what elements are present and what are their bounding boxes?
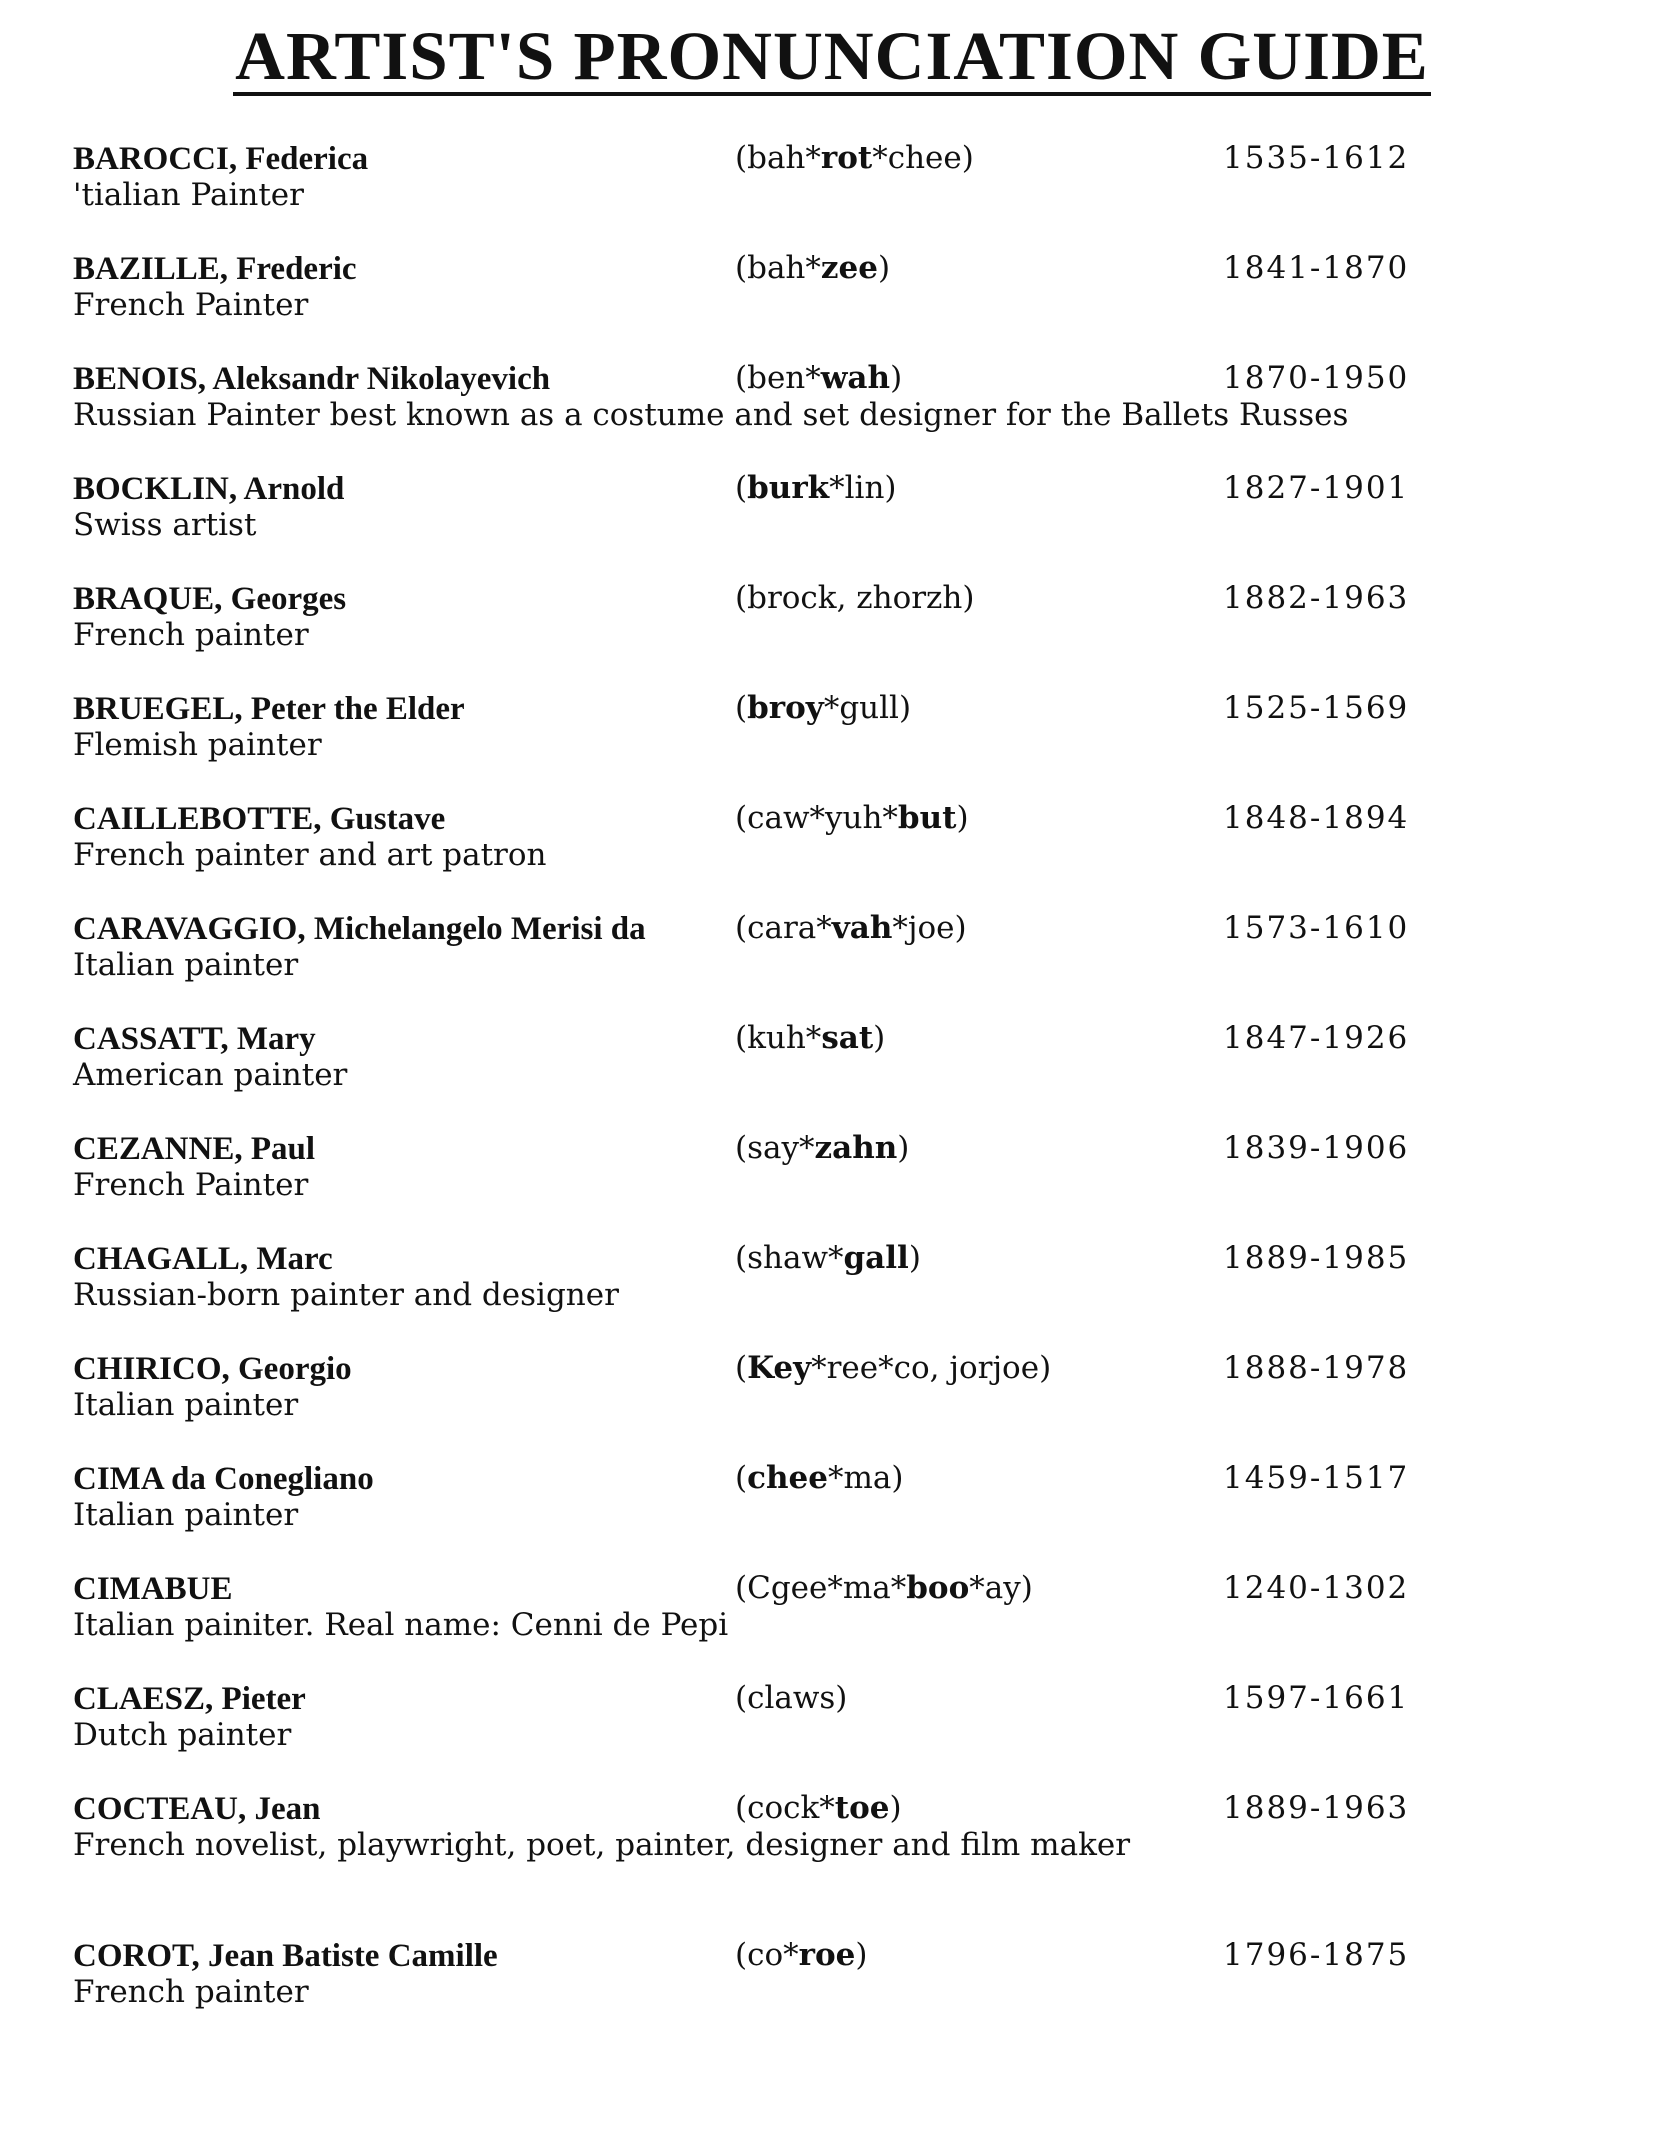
pronunciation-part: (caw*yuh* xyxy=(735,800,898,836)
pronunciation-part: (shaw* xyxy=(735,1240,844,1276)
artist-description: Russian Painter best known as a costume and set designer for the Ballets Russes xyxy=(73,397,1349,433)
pronunciation-part: ) xyxy=(877,250,891,286)
pronunciation xyxy=(735,250,891,286)
pronunciation-part: (cara* xyxy=(735,910,832,946)
artist-description: French painter xyxy=(73,617,309,653)
pronunciation xyxy=(735,1350,1052,1386)
life-dates: 1889-1963 xyxy=(1223,1790,1410,1826)
pronunciation xyxy=(735,1937,868,1973)
life-dates: 1848-1894 xyxy=(1223,800,1410,836)
artist-description: Swiss artist xyxy=(73,507,257,543)
life-dates: 1459-1517 xyxy=(1223,1460,1410,1496)
artist-name: COROT, Jean Batiste Camille xyxy=(73,1938,498,1974)
artist-description: French painter xyxy=(73,1974,309,2010)
life-dates: 1796-1875 xyxy=(1223,1937,1410,1973)
pronunciation-stressed: Key xyxy=(747,1350,812,1386)
artist-description: American painter xyxy=(73,1057,348,1093)
artist-name: CLAESZ, Pieter xyxy=(73,1681,306,1717)
pronunciation-part: (bah* xyxy=(735,250,821,286)
pronunciation xyxy=(735,1130,910,1166)
pronunciation-stressed: but xyxy=(897,800,957,836)
pronunciation-part: (ben* xyxy=(735,360,821,396)
pronunciation-part: ) xyxy=(897,1130,910,1166)
pronunciation-part: ( xyxy=(735,470,748,506)
pronunciation xyxy=(735,1020,886,1056)
pronunciation-part: (co* xyxy=(735,1937,799,1973)
artist-entry xyxy=(73,1460,1633,1543)
pronunciation xyxy=(735,140,974,176)
pronunciation xyxy=(735,470,897,506)
artist-description: Italian painter xyxy=(73,1387,299,1423)
artist-name: BOCKLIN, Arnold xyxy=(73,471,345,507)
artist-entry xyxy=(73,1130,1633,1213)
life-dates: 1597-1661 xyxy=(1223,1680,1410,1716)
artist-name: CHIRICO, Georgio xyxy=(73,1351,352,1387)
pronunciation xyxy=(735,690,912,726)
artist-name: BAZILLE, Frederic xyxy=(73,251,357,287)
artist-name: BENOIS, Aleksandr Nikolayevich xyxy=(73,361,551,397)
artist-name: CHAGALL, Marc xyxy=(73,1241,333,1277)
artist-name: CASSATT, Mary xyxy=(73,1021,316,1057)
pronunciation-stressed: sat xyxy=(821,1020,874,1056)
pronunciation-stressed: chee xyxy=(747,1460,828,1496)
life-dates: 1240-1302 xyxy=(1223,1570,1410,1606)
pronunciation-stressed: roe xyxy=(798,1937,856,1973)
pronunciation-part: (kuh* xyxy=(735,1020,822,1056)
pronunciation-part: ) xyxy=(889,1790,902,1826)
artist-entry xyxy=(73,1570,1633,1653)
life-dates: 1535-1612 xyxy=(1223,140,1410,176)
artist-entry xyxy=(73,1937,1633,2020)
pronunciation xyxy=(735,1790,902,1826)
life-dates: 1525-1569 xyxy=(1223,690,1410,726)
pronunciation-part: ) xyxy=(908,1240,921,1276)
pronunciation-part: (brock, zhorzh) xyxy=(735,580,975,616)
artist-entry xyxy=(73,470,1633,553)
artist-name: BRAQUE, Georges xyxy=(73,581,347,617)
pronunciation-stressed: zee xyxy=(820,250,878,286)
life-dates: 1827-1901 xyxy=(1223,470,1410,506)
artist-entry xyxy=(73,1680,1633,1763)
artist-name: CARAVAGGIO, Michelangelo Merisi da xyxy=(73,911,646,947)
artist-name: CIMA da Conegliano xyxy=(73,1461,374,1497)
artist-description: 'tialian Painter xyxy=(73,177,304,213)
pronunciation xyxy=(735,1460,904,1496)
artist-entry xyxy=(73,1790,1633,1873)
life-dates: 1839-1906 xyxy=(1223,1130,1410,1166)
life-dates: 1889-1985 xyxy=(1223,1240,1410,1276)
pronunciation-part: (say* xyxy=(735,1130,815,1166)
pronunciation-part: *ree*co, jorjoe) xyxy=(811,1350,1052,1386)
pronunciation xyxy=(735,580,975,616)
artist-description: Italian painiter. Real name: Cenni de Pepi xyxy=(73,1607,729,1643)
artist-entry xyxy=(73,360,1633,443)
life-dates: 1573-1610 xyxy=(1223,910,1410,946)
pronunciation-part: ( xyxy=(735,1350,748,1386)
pronunciation-part: *joe) xyxy=(892,910,967,946)
pronunciation-stressed: rot xyxy=(820,140,873,176)
pronunciation-stressed: wah xyxy=(820,360,891,396)
pronunciation-stressed: gall xyxy=(843,1240,909,1276)
pronunciation-part: *gull) xyxy=(823,690,912,726)
artist-description: French Painter xyxy=(73,287,309,323)
artist-entry xyxy=(73,1240,1633,1323)
pronunciation-part: (claws) xyxy=(735,1680,848,1716)
artist-entry xyxy=(73,250,1633,333)
artist-description: Flemish painter xyxy=(73,727,322,763)
pronunciation-part: ( xyxy=(735,690,748,726)
artist-entry xyxy=(73,1020,1633,1103)
artist-description: French Painter xyxy=(73,1167,309,1203)
life-dates: 1841-1870 xyxy=(1223,250,1410,286)
pronunciation-part: (Cgee*ma* xyxy=(735,1570,907,1606)
pronunciation-part: ) xyxy=(956,800,969,836)
artist-name: BAROCCI, Federica xyxy=(73,141,369,177)
artist-description: Italian painter xyxy=(73,1497,299,1533)
pronunciation-part: ) xyxy=(873,1020,886,1056)
title-text: ARTIST'S PRONUNCIATION GUIDE xyxy=(235,18,1429,94)
artist-entry xyxy=(73,1350,1633,1433)
artist-entry xyxy=(73,690,1633,773)
pronunciation-part: (bah* xyxy=(735,140,821,176)
artist-entry xyxy=(73,910,1633,993)
life-dates: 1888-1978 xyxy=(1223,1350,1410,1386)
life-dates: 1882-1963 xyxy=(1223,580,1410,616)
pronunciation-part: ) xyxy=(855,1937,868,1973)
pronunciation xyxy=(735,1240,921,1276)
pronunciation-part: *lin) xyxy=(829,470,897,506)
pronunciation-stressed: toe xyxy=(834,1790,890,1826)
pronunciation-part: ( xyxy=(735,1460,748,1496)
artist-name: CAILLEBOTTE, Gustave xyxy=(73,801,446,837)
artist-name: COCTEAU, Jean xyxy=(73,1791,321,1827)
pronunciation-part: *ay) xyxy=(969,1570,1033,1606)
pronunciation xyxy=(735,800,969,836)
artist-description: French novelist, playwright, poet, painter, designer and film maker xyxy=(73,1827,1131,1863)
pronunciation-stressed: boo xyxy=(906,1570,970,1606)
life-dates: 1870-1950 xyxy=(1223,360,1410,396)
pronunciation-part: (cock* xyxy=(735,1790,835,1826)
pronunciation xyxy=(735,1680,848,1716)
artist-description: Italian painter xyxy=(73,947,299,983)
pronunciation-part: *ma) xyxy=(827,1460,904,1496)
artist-description: French painter and art patron xyxy=(73,837,547,873)
pronunciation xyxy=(735,1570,1033,1606)
artist-name: CEZANNE, Paul xyxy=(73,1131,316,1167)
pronunciation-stressed: vah xyxy=(831,910,893,946)
artist-name: BRUEGEL, Peter the Elder xyxy=(73,691,465,727)
pronunciation-stressed: broy xyxy=(747,690,824,726)
artist-entry xyxy=(73,140,1633,223)
artist-description: Dutch painter xyxy=(73,1717,292,1753)
artist-name: CIMABUE xyxy=(73,1571,233,1607)
artist-description: Russian-born painter and designer xyxy=(73,1277,619,1313)
pronunciation xyxy=(735,360,903,396)
pronunciation-part: *chee) xyxy=(872,140,974,176)
pronunciation-part: ) xyxy=(890,360,903,396)
artist-entry xyxy=(73,800,1633,883)
pronunciation xyxy=(735,910,967,946)
artist-entry xyxy=(73,580,1633,663)
pronunciation-stressed: burk xyxy=(747,470,830,506)
life-dates: 1847-1926 xyxy=(1223,1020,1410,1056)
page-title xyxy=(0,18,1664,96)
pronunciation-stressed: zahn xyxy=(814,1130,898,1166)
